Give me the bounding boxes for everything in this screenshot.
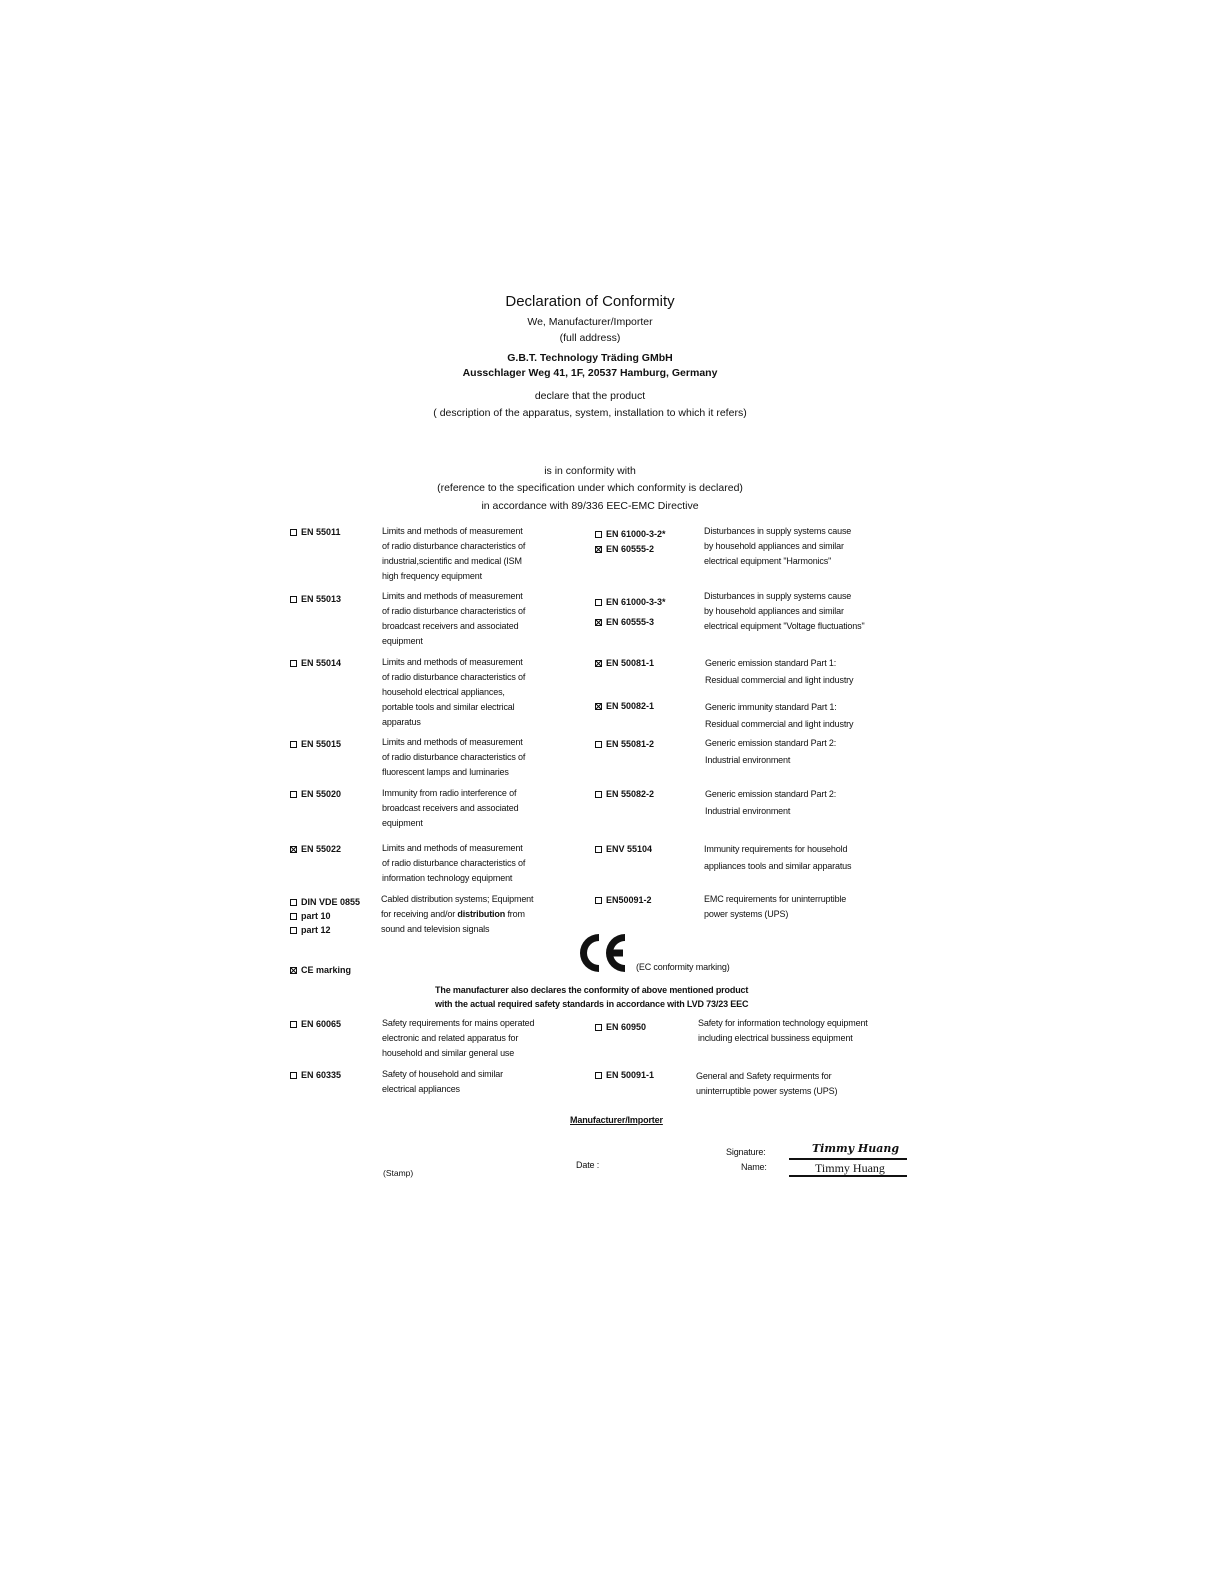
standard-description: Generic emission standard Part 2: Industrial environment (705, 789, 837, 816)
standard-description: Limits and methods of measurement of radio disturbance characteristics of household electrical appliances, portable tools and similar electrical apparatus (382, 657, 526, 727)
standard-code: EN50091-2 (595, 895, 652, 905)
standard-description: Safety for information technology equipment including electrical bussiness equipment (698, 1018, 868, 1043)
standard-description: General and Safety requirments for uninterruptible power systems (UPS) (696, 1071, 838, 1096)
standard-description: Limits and methods of measurement of radio disturbance characteristics of broadcast receivers and associated equipment (382, 591, 526, 646)
standard-description: Generic immunity standard Part 1: Residual commercial and light industry (705, 702, 854, 729)
standard-code: EN 55081-2 (595, 739, 654, 749)
standard-code: EN 60335 (290, 1070, 341, 1080)
standard-code: EN 60065 (290, 1019, 341, 1029)
standard-code: EN 55022 (290, 844, 341, 854)
checkbox (290, 1021, 297, 1028)
voltage-description: Disturbances in supply systems cause by household appliances and similar electrical equipment "Voltage fluctuations" (704, 591, 865, 631)
din-codes: DIN VDE 0855 part 10 part 12 (290, 895, 360, 937)
voltage-codes: EN 61000-3-3* EN 60555-3 (595, 592, 666, 632)
standard-description: Limits and methods of measurement of radio disturbance characteristics of fluorescent lamps and luminaries (382, 737, 526, 777)
checkbox (290, 791, 297, 798)
stamp-label: (Stamp) (383, 1168, 414, 1178)
standard-description: Generic emission standard Part 2: Industrial environment (705, 738, 837, 765)
manufacturer-importer-heading: Manufacturer/Importer (570, 1115, 663, 1125)
standard-description: Generic emission standard Part 1: Residual commercial and light industry (705, 658, 854, 685)
checkbox-checked (595, 660, 602, 667)
ce-marking-code: CE marking (290, 965, 351, 975)
checkbox (290, 596, 297, 603)
standard-code: EN 60950 (595, 1022, 646, 1032)
checkbox (290, 913, 297, 920)
standard-description: Immunity requirements for household appliances tools and similar apparatus (704, 844, 852, 871)
safety-line-1: The manufacturer also declares the conformity of above mentioned product (435, 985, 749, 995)
checkbox (595, 741, 602, 748)
company-name: G.B.T. Technology Träding GMbH (507, 352, 673, 364)
name-line (789, 1175, 907, 1177)
declare-line: declare that the product (534, 390, 646, 402)
ce-mark-icon (575, 930, 630, 976)
checkbox-checked (290, 967, 297, 974)
checkbox (595, 1024, 602, 1031)
name-label: Name: (741, 1162, 767, 1172)
standard-code: EN 55020 (290, 789, 341, 799)
checkbox-checked (595, 619, 602, 626)
standard-description: EMC requirements for uninterruptible power systems (UPS) (704, 894, 847, 919)
standard-code: EN 55014 (290, 658, 341, 668)
standard-description: Safety of household and similar electrical appliances (382, 1069, 503, 1094)
checkbox (290, 660, 297, 667)
checkbox (595, 846, 602, 853)
safety-line-2: with the actual required safety standards in accordance with LVD 73/23 EEC (435, 999, 749, 1009)
checkbox-checked (595, 546, 602, 553)
conformity-line: is in conformity with (544, 465, 636, 477)
standard-code: EN 50082-1 (595, 701, 654, 711)
directive-line: in accordance with 89/336 EEC-EMC Directive (481, 500, 699, 512)
document-title: Declaration of Conformity (505, 293, 675, 310)
manufacturer-label: We, Manufacturer/Importer (527, 316, 653, 328)
checkbox (290, 1072, 297, 1079)
checkbox (290, 529, 297, 536)
standard-description: Immunity from radio interference of broadcast receivers and associated equipment (382, 788, 519, 828)
harmonics-codes: EN 61000-3-2* EN 60555-2 (595, 527, 666, 557)
reference-line: (reference to the specification under which conformity is declared) (437, 482, 743, 494)
checkbox (290, 927, 297, 934)
harmonics-description: Disturbances in supply systems cause by household appliances and similar electrical equipment "Harmonics" (704, 526, 852, 566)
standard-code: ENV 55104 (595, 844, 652, 854)
standard-code: EN 50081-1 (595, 658, 654, 668)
standard-description: Limits and methods of measurement of radio disturbance characteristics of information technology equipment (382, 843, 526, 883)
standard-code: EN 55015 (290, 739, 341, 749)
checkbox-checked (595, 703, 602, 710)
description-line: ( description of the apparatus, system, installation to which it refers) (433, 407, 747, 419)
signature-label: Signature: (726, 1147, 766, 1157)
checkbox (290, 899, 297, 906)
checkbox (595, 1072, 602, 1079)
standard-code: EN 55011 (290, 527, 341, 537)
checkbox (595, 791, 602, 798)
standard-code: EN 55013 (290, 594, 341, 604)
checkbox (290, 741, 297, 748)
standard-description: Safety requirements for mains operated electronic and related apparatus for household and similar general use (382, 1018, 535, 1058)
checkbox (595, 599, 602, 606)
signature-script: Timmy Huang (812, 1142, 900, 1155)
ce-caption: (EC conformity marking) (636, 962, 730, 972)
checkbox (595, 897, 602, 904)
date-label: Date : (576, 1160, 600, 1170)
name-value: Timmy Huang (815, 1161, 885, 1175)
standard-code: EN 55082-2 (595, 789, 654, 799)
checkbox-checked (290, 846, 297, 853)
checkbox (595, 531, 602, 538)
standard-code: EN 50091-1 (595, 1070, 654, 1080)
company-address: Ausschlager Weg 41, 1F, 20537 Hamburg, Germany (462, 367, 718, 379)
din-description: Cabled distribution systems; Equipment for receiving and/or distribution from sound and television signals (381, 894, 534, 934)
standard-description: Limits and methods of measurement of radio disturbance characteristics of industrial,scientific and medical (ISM high frequency equipment (382, 526, 526, 581)
signature-line (789, 1158, 907, 1160)
full-address-label: (full address) (559, 332, 621, 344)
